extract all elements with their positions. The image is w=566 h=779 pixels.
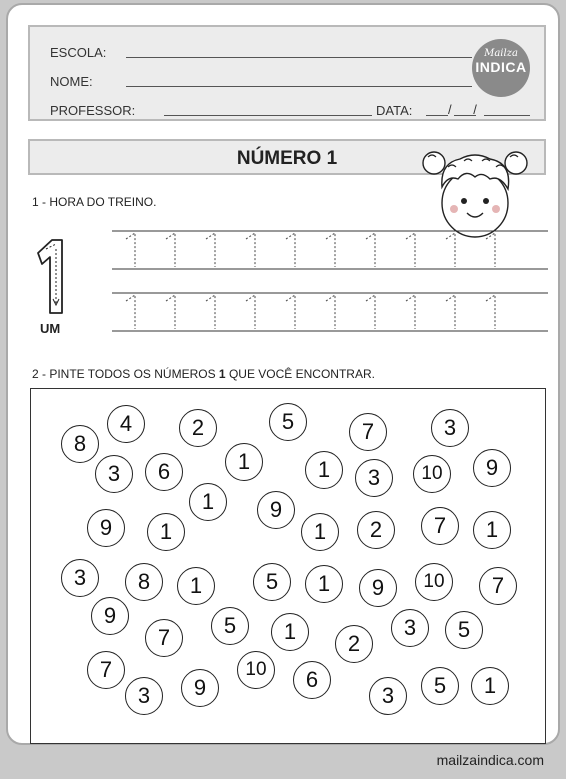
traceable-one-glyph[interactable] bbox=[486, 233, 495, 267]
number-circle[interactable]: 9 bbox=[87, 509, 125, 547]
traceable-one-glyph[interactable] bbox=[446, 233, 455, 267]
number-one-guide-icon bbox=[32, 237, 70, 317]
number-circle[interactable]: 3 bbox=[355, 459, 393, 497]
teacher-label: PROFESSOR: bbox=[50, 103, 136, 118]
number-circle[interactable]: 10 bbox=[415, 563, 453, 601]
number-circle[interactable]: 1 bbox=[147, 513, 185, 551]
traceable-one-glyph[interactable] bbox=[406, 295, 415, 329]
website-footer: mailzaindica.com bbox=[436, 752, 544, 768]
traceable-one-glyph[interactable] bbox=[326, 233, 335, 267]
tracing-row-2[interactable] bbox=[112, 289, 548, 333]
number-circle[interactable]: 8 bbox=[61, 425, 99, 463]
number-circle[interactable]: 9 bbox=[257, 491, 295, 529]
number-circle[interactable]: 6 bbox=[293, 661, 331, 699]
traceable-one-glyph[interactable] bbox=[166, 233, 175, 267]
page-title: NÚMERO 1 bbox=[236, 148, 338, 169]
traceable-one-glyph[interactable] bbox=[366, 233, 375, 267]
traceable-one-glyph[interactable] bbox=[126, 233, 135, 267]
tracing-row-1[interactable] bbox=[112, 227, 548, 271]
number-circle[interactable]: 10 bbox=[237, 651, 275, 689]
number-circle[interactable]: 1 bbox=[305, 565, 343, 603]
brand-logo bbox=[472, 39, 530, 97]
name-label: NOME: bbox=[50, 74, 93, 89]
date-year-line bbox=[484, 115, 530, 116]
number-circle[interactable]: 1 bbox=[177, 567, 215, 605]
number-circle[interactable]: 1 bbox=[225, 443, 263, 481]
number-circle[interactable]: 2 bbox=[179, 409, 217, 447]
number-circle[interactable]: 9 bbox=[473, 449, 511, 487]
number-circle[interactable]: 1 bbox=[473, 511, 511, 549]
traceable-one-glyph[interactable] bbox=[166, 295, 175, 329]
number-circle[interactable]: 7 bbox=[87, 651, 125, 689]
school-label: ESCOLA: bbox=[50, 45, 107, 60]
exercise1-instruction: 1 - HORA DO TREINO. bbox=[32, 195, 157, 209]
number-circle[interactable]: 3 bbox=[391, 609, 429, 647]
logo-bottom-text: INDICA bbox=[475, 59, 527, 75]
number-circle[interactable]: 9 bbox=[91, 597, 129, 635]
number-circle[interactable]: 5 bbox=[445, 611, 483, 649]
exercise2-instruction: 2 - PINTE TODOS OS NÚMEROS 1 QUE VOCÊ ENCONTRAR. bbox=[32, 367, 375, 381]
number-circle[interactable]: 6 bbox=[145, 453, 183, 491]
number-circle[interactable]: 1 bbox=[471, 667, 509, 705]
traceable-one-glyph[interactable] bbox=[486, 295, 495, 329]
traceable-one-glyph[interactable] bbox=[286, 233, 295, 267]
traceable-one-glyph[interactable] bbox=[206, 233, 215, 267]
number-circle[interactable]: 2 bbox=[357, 511, 395, 549]
number-circle[interactable]: 3 bbox=[369, 677, 407, 715]
number-circle[interactable]: 7 bbox=[421, 507, 459, 545]
number-circle[interactable]: 10 bbox=[413, 455, 451, 493]
girl-illustration-icon bbox=[420, 145, 532, 240]
number-circle[interactable]: 1 bbox=[271, 613, 309, 651]
number-circle[interactable]: 7 bbox=[349, 413, 387, 451]
number-circle[interactable]: 2 bbox=[335, 625, 373, 663]
number-circle[interactable]: 7 bbox=[479, 567, 517, 605]
number-circle[interactable]: 8 bbox=[125, 563, 163, 601]
traceable-one-glyph[interactable] bbox=[206, 295, 215, 329]
number-circle[interactable]: 3 bbox=[431, 409, 469, 447]
name-line bbox=[126, 86, 472, 87]
traceable-one-glyph[interactable] bbox=[326, 295, 335, 329]
number-circle[interactable]: 1 bbox=[301, 513, 339, 551]
number-circle[interactable]: 5 bbox=[269, 403, 307, 441]
number-circle[interactable]: 5 bbox=[421, 667, 459, 705]
number-circle[interactable]: 5 bbox=[253, 563, 291, 601]
number-circle[interactable]: 7 bbox=[145, 619, 183, 657]
number-circle[interactable]: 3 bbox=[95, 455, 133, 493]
teacher-line bbox=[164, 115, 372, 116]
number-circle[interactable]: 3 bbox=[125, 677, 163, 715]
traceable-one-glyph[interactable] bbox=[406, 233, 415, 267]
traceable-one-glyph[interactable] bbox=[126, 295, 135, 329]
number-circle[interactable]: 1 bbox=[189, 483, 227, 521]
date-slashes: / / bbox=[448, 102, 477, 117]
number-circle[interactable]: 1 bbox=[305, 451, 343, 489]
number-circle[interactable]: 4 bbox=[107, 405, 145, 443]
number-circle[interactable]: 9 bbox=[181, 669, 219, 707]
traceable-one-glyph[interactable] bbox=[446, 295, 455, 329]
traceable-one-glyph[interactable] bbox=[366, 295, 375, 329]
circles-area bbox=[30, 388, 546, 744]
date-day-line bbox=[426, 115, 448, 116]
traceable-one-glyph[interactable] bbox=[286, 295, 295, 329]
traceable-one-glyph[interactable] bbox=[246, 295, 255, 329]
number-circle[interactable]: 5 bbox=[211, 607, 249, 645]
traceable-one-glyph[interactable] bbox=[246, 233, 255, 267]
number-circle[interactable]: 9 bbox=[359, 569, 397, 607]
school-line bbox=[126, 57, 472, 58]
logo-top-text: Mailza bbox=[484, 48, 518, 59]
header-box bbox=[28, 25, 546, 121]
number-circle[interactable]: 3 bbox=[61, 559, 99, 597]
date-label: DATA: bbox=[376, 103, 413, 118]
number-word: UM bbox=[40, 321, 61, 336]
